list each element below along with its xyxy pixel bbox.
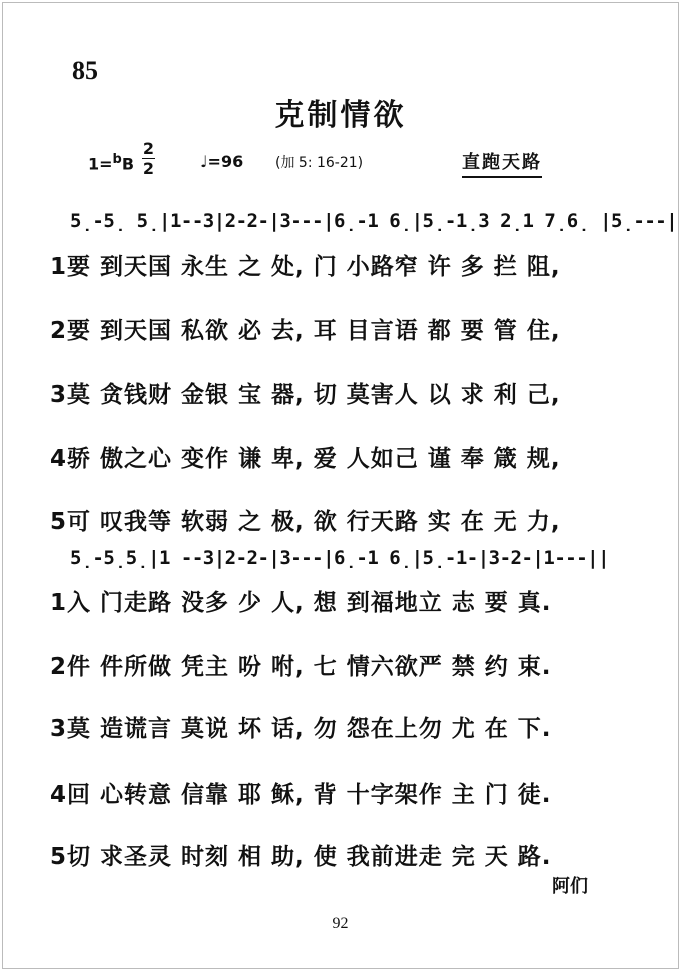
amen-text: 阿们	[552, 876, 588, 897]
lyric-verse-3-part-1: 3莫 贪钱财 金银 宝 器, 切 莫害人 以 求 利 己,	[50, 382, 561, 408]
scripture-reference: (加 5: 16-21)	[275, 155, 364, 171]
time-sig-top: 2	[142, 139, 155, 158]
key-prefix: 1=	[88, 154, 113, 174]
time-signature	[142, 140, 155, 177]
hymnal-source: 直跑天路	[462, 148, 542, 178]
page-border	[2, 2, 679, 969]
tempo-marking: ♩=96	[200, 152, 244, 171]
lyric-verse-4-part-1: 4骄 傲之心 变作 谦 卑, 爱 人如己 谨 奉 箴 规,	[50, 446, 561, 472]
lyric-verse-1-part-1: 1要 到天国 永生 之 处, 门 小路窄 许 多 拦 阻,	[50, 254, 561, 280]
lyric-verse-2-part-2: 2件 件所做 凭主 吩 咐, 七 情六欲严 禁 约 束.	[50, 654, 552, 680]
notation-line-1: 5̣-5̣ 5̣|1--3|2-2-|3---|6̣-1 6̣|5̣-1̣3 2̣1 7̣6̣ |5̣---|	[70, 210, 678, 232]
notation-line-2: 5̣-5̣5̣|1 --3|2-2-|3---|6̣-1 6̣|5̣-1-|3-2-|1---||	[70, 547, 610, 569]
time-sig-bottom: 2	[142, 159, 155, 178]
lyric-verse-1-part-2: 1入 门走路 没多 少 人, 想 到福地立 志 要 真.	[50, 590, 552, 616]
hymn-title: 克制情欲	[274, 98, 407, 133]
lyric-verse-5-part-2: 5切 求圣灵 时刻 相 助, 使 我前进走 完 天 路.	[50, 844, 552, 870]
hymn-number: 85	[72, 56, 98, 85]
key-note: B	[121, 154, 135, 174]
key-signature	[88, 152, 134, 173]
key-flat: b	[112, 152, 122, 167]
lyric-verse-2-part-1: 2要 到天国 私欲 必 去, 耳 目言语 都 要 管 住,	[50, 318, 561, 344]
lyric-verse-4-part-2: 4回 心转意 信靠 耶 稣, 背 十字架作 主 门 徒.	[50, 782, 552, 808]
lyric-verse-5-part-1: 5可 叹我等 软弱 之 极, 欲 行天路 实 在 无 力,	[50, 509, 561, 535]
lyric-verse-3-part-2: 3莫 造谎言 莫说 坏 话, 勿 怨在上勿 尤 在 下.	[50, 716, 552, 742]
page-number: 92	[332, 915, 349, 932]
